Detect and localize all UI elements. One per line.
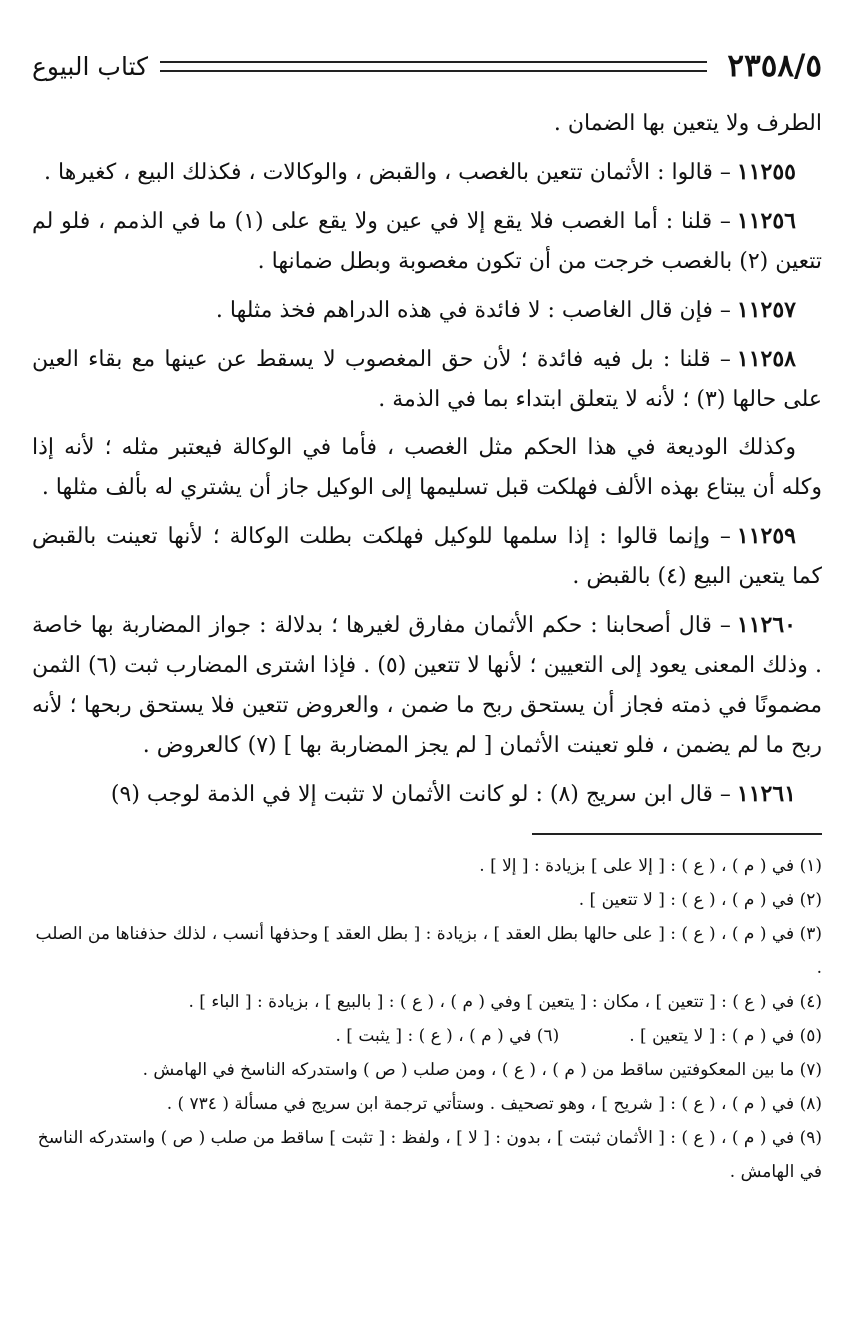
paragraph-text: وكذلك الوديعة في هذا الحكم مثل الغصب ، فأما في الوكالة فيعتبر مثله ؛ لأنه إذا وكله أن يبتاع بهذه الألف فهلكت قبل تسليمها إلى الوكيل جاز أن يشتري له بألف مثلها . <box>32 435 822 500</box>
paragraph-text: – وإنما قالوا : إذا سلمها للوكيل فهلكت بطلت الوكالة ؛ لأنها تعينت بالقبض كما يتعين البيع (٤) بالقبض . <box>32 524 822 589</box>
paragraph-text: – فإن قال الغاصب : لا فائدة في هذه الدراهم فخذ مثلها . <box>215 298 731 323</box>
footnote: (١) في ( م ) ، ( ع ) : [ إلا على ] بزيادة : [ إلا ] . <box>479 856 822 876</box>
page-number: ٢٣٥٨/٥ <box>727 48 822 84</box>
paragraph-number: ١١٢٥٥ <box>736 159 796 185</box>
paragraph-number: ١١٢٦٠ <box>736 612 796 638</box>
paragraph-number: ١١٢٥٩ <box>736 523 796 549</box>
paragraph-text: – قالوا : الأثمان تتعين بالغصب ، والقبض ، والوكالات ، فكذلك البيع ، كغيرها . <box>44 160 731 185</box>
paragraph-number: ١١٢٥٨ <box>736 346 796 372</box>
footnote-row <box>32 1019 822 1053</box>
paragraph <box>32 516 822 597</box>
paragraph-text: الطرف ولا يتعين بها الضمان . <box>553 111 822 136</box>
paragraph <box>32 290 822 331</box>
book-title: كتاب البيوع <box>32 51 149 81</box>
paragraph-number: ١١٢٥٧ <box>736 297 796 323</box>
paragraph-text: – قال ابن سريج (٨) : لو كانت الأثمان لا تثبت إلا في الذمة لوجب (٩) <box>110 782 731 807</box>
page-header <box>32 40 822 92</box>
paragraph-text: – قال أصحابنا : حكم الأثمان مفارق لغيرها ؛ بدلالة : جواز المضاربة بها خاصة . وذلك المعنى يعود إلى التعيين ؛ لأنها لا تتعين (٥) . فإذا اشترى المضارب ثبت (٦) الثمن مضمونًا في ذمته فجاز أن يستحق ربح ما ضمن ، والعروض تتعين فلا يستحق ربحها ؛ لأنه ربح ما لم يضمن ، فلو تعينت الأثمان [ لم يجز المضاربة بها ] (٧) كالعروض . <box>32 613 822 758</box>
footnote: (٦) في ( م ) ، ( ع ) : [ يثبت ] . <box>335 1026 560 1046</box>
paragraph <box>32 774 822 815</box>
footnote: (٣) في ( م ) ، ( ع ) : [ على حالها بطل العقد ] ، بزيادة : [ بطل العقد ] وحذفها أنسب ، لذلك حذفناها من الصلب . <box>35 924 822 978</box>
paragraph <box>32 104 822 144</box>
paragraph-text: – قلنا : بل فيه فائدة ؛ لأن حق المغصوب لا يسقط عن عينها مع بقاء العين على حالها (٣) ؛ لأنه لا يتعلق ابتداء بما في الذمة . <box>32 347 822 412</box>
paragraph-number: ١١٢٥٦ <box>736 208 796 234</box>
paragraph <box>32 339 822 420</box>
paragraph-text: – قلنا : أما الغصب فلا يقع إلا في عين ولا يقع على (١) ما في الذمم ، فلو لم تتعين (٢) بالغصب خرجت من أن تكون مغصوبة وبطل ضمانها . <box>32 209 822 274</box>
header-rule <box>160 61 707 72</box>
main-text <box>32 104 822 815</box>
paragraph-number: ١١٢٦١ <box>736 781 796 807</box>
footnote: (٢) في ( م ) ، ( ع ) : [ لا تتعين ] . <box>578 890 822 910</box>
footnote: (٧) ما بين المعكوفتين ساقط من ( م ) ، ( ع ) ، ومن صلب ( ص ) واستدركه الناسخ في الهامش . <box>142 1060 822 1080</box>
footnote: (٩) في ( م ) ، ( ع ) : [ الأثمان ثبتت ] ، بدون : [ لا ] ، ولفظ : [ تثبت ] ساقط من صلب ( ص ) واستدركه الناسخ في الهامش . <box>37 1128 822 1182</box>
paragraph <box>32 152 822 193</box>
footnote: (٥) في ( م ) : [ لا يتعين ] . <box>629 1026 822 1046</box>
footnote: (٨) في ( م ) ، ( ع ) : [ شريح ] ، وهو تصحيف . وستأتي ترجمة ابن سريج في مسألة ( ٧٣٤ ) . <box>166 1094 822 1114</box>
footnote-separator <box>532 833 822 835</box>
book-page <box>32 40 822 1300</box>
paragraph <box>32 605 822 766</box>
footnote: (٤) في ( ع ) : [ تتعين ] ، مكان : [ يتعين ] وفي ( م ) ، ( ع ) : [ بالبيع ] ، بزيادة : [ الباء ] . <box>188 992 822 1012</box>
footnotes <box>32 849 822 1189</box>
paragraph <box>32 428 822 508</box>
paragraph <box>32 201 822 282</box>
